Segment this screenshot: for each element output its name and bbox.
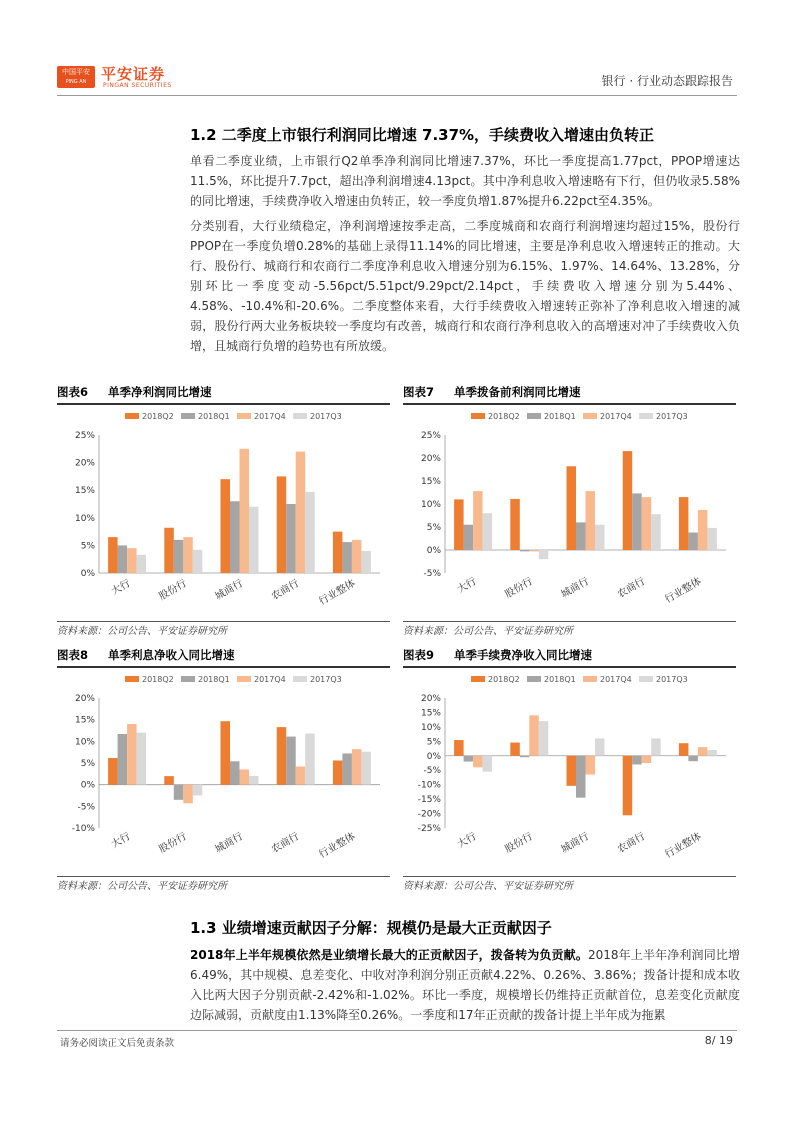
bar (632, 756, 642, 765)
chart-9 (403, 668, 736, 872)
bar (164, 776, 174, 785)
legend-swatch (237, 413, 251, 419)
bar (342, 542, 352, 573)
bar (651, 738, 661, 755)
figure-source: 资料来源：公司公告、平安证券研究所 (57, 881, 227, 892)
y-tick-label: 5% (426, 523, 441, 533)
bar (183, 785, 193, 804)
x-tick-label: 城商行 (213, 578, 245, 603)
bar (221, 721, 231, 784)
legend-swatch (583, 676, 597, 682)
bar (221, 479, 231, 573)
figure-label: 图表8 (57, 648, 89, 662)
bar (333, 532, 343, 573)
bar (286, 737, 296, 785)
bar (679, 743, 689, 756)
figure-title (403, 384, 736, 400)
paragraph-3-body: 2018年上半年净利润同比增6.49%，其中规模、息差变化、中收对净利润分别正贡献4.22%、0.26%、3.86%；拨备计提和成本收入比两大因子分别贡献-2.42%和-1.02%。环比一季度，规模增长仍维持正贡献首位，息差变化贡献度边际减弱，贡献度由1.13%降至0.26%。一季度和17年正贡献的拨备计提上半年成为拖累 (190, 948, 740, 1022)
bar (305, 492, 315, 573)
figure-caption: 单季净利润同比增速 (108, 385, 212, 399)
y-tick-label: 0% (426, 546, 441, 556)
legend-label: 2018Q1 (544, 412, 576, 421)
bar (296, 452, 306, 573)
bar (623, 451, 633, 550)
bar (529, 550, 539, 551)
footer-disclaimer: 请务必阅读正文后免责条款 (60, 1038, 175, 1049)
bar (361, 752, 371, 785)
x-tick-label: 行业整体 (317, 831, 358, 861)
bar (249, 776, 259, 785)
figure-label: 图表7 (403, 385, 435, 399)
paragraph-1 (190, 151, 740, 211)
figure-source: 资料来源：公司公告、平安证券研究所 (403, 881, 573, 892)
legend-swatch (293, 676, 307, 682)
bar (473, 491, 483, 550)
bar (240, 770, 250, 785)
bar (586, 491, 596, 550)
bar (108, 758, 118, 785)
paragraph-1-text: 单看二季度业绩，上市银行Q2单季净利润同比增速7.37%，环比一季度提高1.77pct，PPOP增速达11.5%，环比提升7.7pct，超出净利润增速4.13pct。其中净利息收入增速略有下行，但仍收录5.58%的同比增速，手续费净收入增速由负转正，较一季度负增1.87%提升6.22pct至4.35%。 (190, 154, 740, 208)
bar (688, 756, 698, 761)
legend-swatch (639, 413, 653, 419)
y-tick-label: 25% (420, 431, 441, 441)
figure-caption: 单季手续费净收入同比增速 (454, 648, 593, 662)
y-tick-label: 25% (74, 431, 95, 441)
bar (305, 734, 315, 785)
bar (296, 766, 306, 784)
bar (707, 528, 717, 550)
chart-7 (403, 405, 736, 617)
y-tick-label: 0% (80, 780, 95, 791)
bar (249, 507, 259, 573)
figure-caption: 单季利息净收入同比增速 (108, 648, 235, 662)
chart-6 (57, 405, 390, 617)
bar (586, 756, 596, 775)
bar (698, 747, 708, 756)
section-title-1-3: 1.3 业绩增速贡献因子分解：规模仍是最大正贡献因子 (190, 919, 552, 937)
legend-label: 2017Q4 (600, 412, 632, 421)
y-tick-label: 20% (74, 458, 95, 469)
company-logo (57, 66, 95, 88)
legend-label: 2018Q1 (198, 675, 230, 684)
bar (483, 513, 493, 550)
bar (464, 525, 474, 550)
legend-label: 2017Q3 (310, 412, 342, 421)
bar (473, 756, 483, 768)
bar (352, 749, 362, 785)
paragraph-2 (190, 216, 740, 356)
bar (174, 785, 184, 800)
x-tick-label: 大行 (109, 578, 133, 598)
legend-swatch (471, 676, 485, 682)
bar (230, 761, 240, 784)
bar (174, 540, 184, 573)
bar (454, 740, 464, 756)
bar (286, 504, 296, 573)
bar (510, 743, 520, 756)
y-tick-label: 5% (80, 541, 95, 552)
bar (539, 550, 549, 559)
y-tick-label: -25% (417, 824, 441, 834)
legend-swatch (639, 676, 653, 682)
x-tick-label: 农商行 (269, 831, 302, 856)
bar (137, 555, 147, 573)
x-tick-label: 股份行 (157, 831, 189, 856)
bar (529, 715, 539, 755)
legend-swatch (293, 413, 307, 419)
legend-swatch (181, 413, 195, 419)
bar (127, 548, 137, 573)
y-tick-label: -10% (71, 824, 95, 834)
bar (576, 522, 586, 550)
bar (539, 721, 549, 756)
y-tick-label: 20% (420, 694, 441, 704)
y-tick-label: 5% (426, 737, 441, 748)
y-tick-label: -5% (423, 569, 441, 579)
x-tick-label: 大行 (455, 576, 479, 596)
bar (707, 750, 717, 756)
legend-label: 2017Q4 (254, 675, 286, 684)
y-tick-label: -20% (417, 809, 441, 820)
legend-swatch (125, 676, 139, 682)
y-tick-label: 0% (426, 751, 441, 762)
bar (118, 545, 128, 573)
y-tick-label: 10% (420, 500, 441, 510)
bar (277, 727, 287, 785)
bar (127, 724, 137, 785)
legend-label: 2017Q4 (254, 412, 286, 421)
bar (576, 756, 586, 798)
y-tick-label: 15% (74, 486, 95, 497)
bar (361, 551, 371, 573)
legend-swatch (471, 413, 485, 419)
legend-swatch (181, 676, 195, 682)
bar (342, 753, 352, 784)
header-divider (57, 95, 737, 96)
bar (642, 756, 652, 763)
bar (193, 785, 203, 796)
x-tick-label: 农商行 (615, 576, 648, 601)
y-tick-label: -5% (423, 766, 441, 777)
legend-label: 2018Q2 (488, 675, 520, 684)
logo-subtext: PING AN (65, 79, 87, 85)
bar (623, 756, 633, 816)
figure-source: 资料来源：公司公告、平安证券研究所 (403, 626, 573, 637)
x-tick-label: 股份行 (157, 578, 189, 603)
figure-7 (403, 384, 736, 637)
bar (118, 734, 128, 785)
bar (164, 528, 174, 573)
x-tick-label: 农商行 (615, 831, 648, 856)
x-tick-label: 行业整体 (663, 576, 704, 606)
bar (183, 537, 193, 573)
y-tick-label: 20% (74, 694, 95, 704)
y-tick-label: 10% (420, 722, 441, 733)
bar (333, 760, 343, 784)
bar (454, 499, 464, 550)
x-tick-label: 股份行 (503, 831, 535, 856)
bar (688, 533, 698, 550)
legend-swatch (583, 413, 597, 419)
legend-swatch (527, 676, 541, 682)
x-tick-label: 城商行 (559, 576, 591, 601)
figure-caption: 单季拨备前利润同比增速 (454, 385, 581, 399)
legend-label: 2018Q1 (544, 675, 576, 684)
bar (520, 756, 530, 757)
bar (651, 514, 661, 550)
x-tick-label: 股份行 (503, 576, 535, 601)
legend-swatch (527, 413, 541, 419)
chart-8 (57, 668, 390, 872)
figure-6 (57, 384, 390, 637)
y-tick-label: -5% (77, 802, 95, 813)
bar (193, 550, 203, 573)
y-tick-label: 10% (74, 513, 95, 524)
report-type: 银行 · 行业动态跟踪报告 (601, 74, 733, 88)
page-number: 8/ 19 (704, 1034, 733, 1047)
x-tick-label: 大行 (109, 831, 133, 851)
legend-label: 2017Q3 (656, 675, 688, 684)
bar (642, 497, 652, 550)
legend-label: 2018Q1 (198, 412, 230, 421)
x-tick-label: 行业整体 (663, 831, 704, 861)
bar (277, 476, 287, 573)
legend-label: 2017Q4 (600, 675, 632, 684)
bar (464, 756, 474, 762)
bar (632, 493, 642, 550)
logo-text: 中国平安 (62, 68, 90, 76)
x-tick-label: 城商行 (213, 831, 245, 856)
bar (520, 550, 530, 551)
bar (230, 501, 240, 573)
paragraph-3 (190, 945, 740, 1025)
figure-8 (57, 647, 390, 892)
figure-title (403, 647, 736, 663)
x-tick-label: 大行 (455, 831, 479, 851)
legend-label: 2018Q2 (142, 412, 174, 421)
bar (352, 540, 362, 573)
legend-label: 2018Q2 (142, 675, 174, 684)
bar (567, 466, 577, 550)
paragraph-3-lead: 2018年上半年规模依然是业绩增长最大的正贡献因子，拨备转为负贡献。 (190, 948, 588, 962)
paragraph-2-text: 分类别看，大行业绩稳定，净利润增速按季走高，二季度城商和农商行利润增速均超过15%，股份行PPOP在一季度负增0.28%的基础上录得11.14%的同比增速，主要是净利息收入增速转正的推动。大行、股份行、城商行和农商行二季度净利息收入增速分别为6.15%、1.97%、14.64%、13.28%，分别环比一季度变动-5.56pct/5.51pct/9.29pct/2.14pct，手续费收入增速分别为5.44%、4.58%、-10.4%和-20.6%。二季度整体来看，大行手续费收入增速转正弥补了净利息收入增速的减弱，股份行两大业务板块较一季度均有改善，城商行和农商行净利息收入的高增速对冲了手续费收入负增，且城商行负增的趋势也有所放缓。 (190, 219, 740, 353)
legend-label: 2017Q3 (310, 675, 342, 684)
bar (137, 733, 147, 785)
bar (483, 756, 493, 772)
x-tick-label: 城商行 (559, 831, 591, 856)
y-tick-label: -10% (417, 780, 441, 791)
x-tick-label: 农商行 (269, 578, 302, 603)
bar (510, 499, 520, 550)
x-tick-label: 行业整体 (317, 578, 358, 608)
y-tick-label: 5% (80, 759, 95, 769)
figure-9 (403, 647, 736, 892)
figure-title (57, 384, 390, 400)
y-tick-label: 15% (420, 708, 441, 719)
bar (595, 525, 605, 550)
footer-divider (57, 1030, 737, 1031)
bar (240, 449, 250, 573)
bar (108, 537, 118, 573)
figure-source: 资料来源：公司公告、平安证券研究所 (57, 626, 227, 637)
figure-label: 图表6 (57, 385, 89, 399)
figure-title (57, 647, 390, 663)
y-tick-label: 20% (420, 454, 441, 464)
bar (679, 497, 689, 550)
bar (595, 738, 605, 755)
legend-swatch (125, 413, 139, 419)
figure-label: 图表9 (403, 648, 435, 662)
legend-label: 2017Q3 (656, 412, 688, 421)
y-tick-label: 15% (420, 477, 441, 487)
section-title-1-2: 1.2 二季度上市银行利润同比增速 7.37%，手续费收入增速由负转正 (190, 126, 655, 144)
y-tick-label: 0% (80, 569, 95, 579)
y-tick-label: 10% (74, 737, 95, 748)
legend-swatch (237, 676, 251, 682)
brand-name-en: PINGAN SECURITIES (103, 82, 172, 89)
legend-label: 2018Q2 (488, 412, 520, 421)
paragraph-3-text (190, 945, 740, 1025)
bar (567, 756, 577, 786)
y-tick-label: -15% (417, 795, 441, 806)
bar (698, 510, 708, 550)
brand-name: 平安证券 (101, 65, 166, 83)
y-tick-label: 15% (74, 715, 95, 726)
